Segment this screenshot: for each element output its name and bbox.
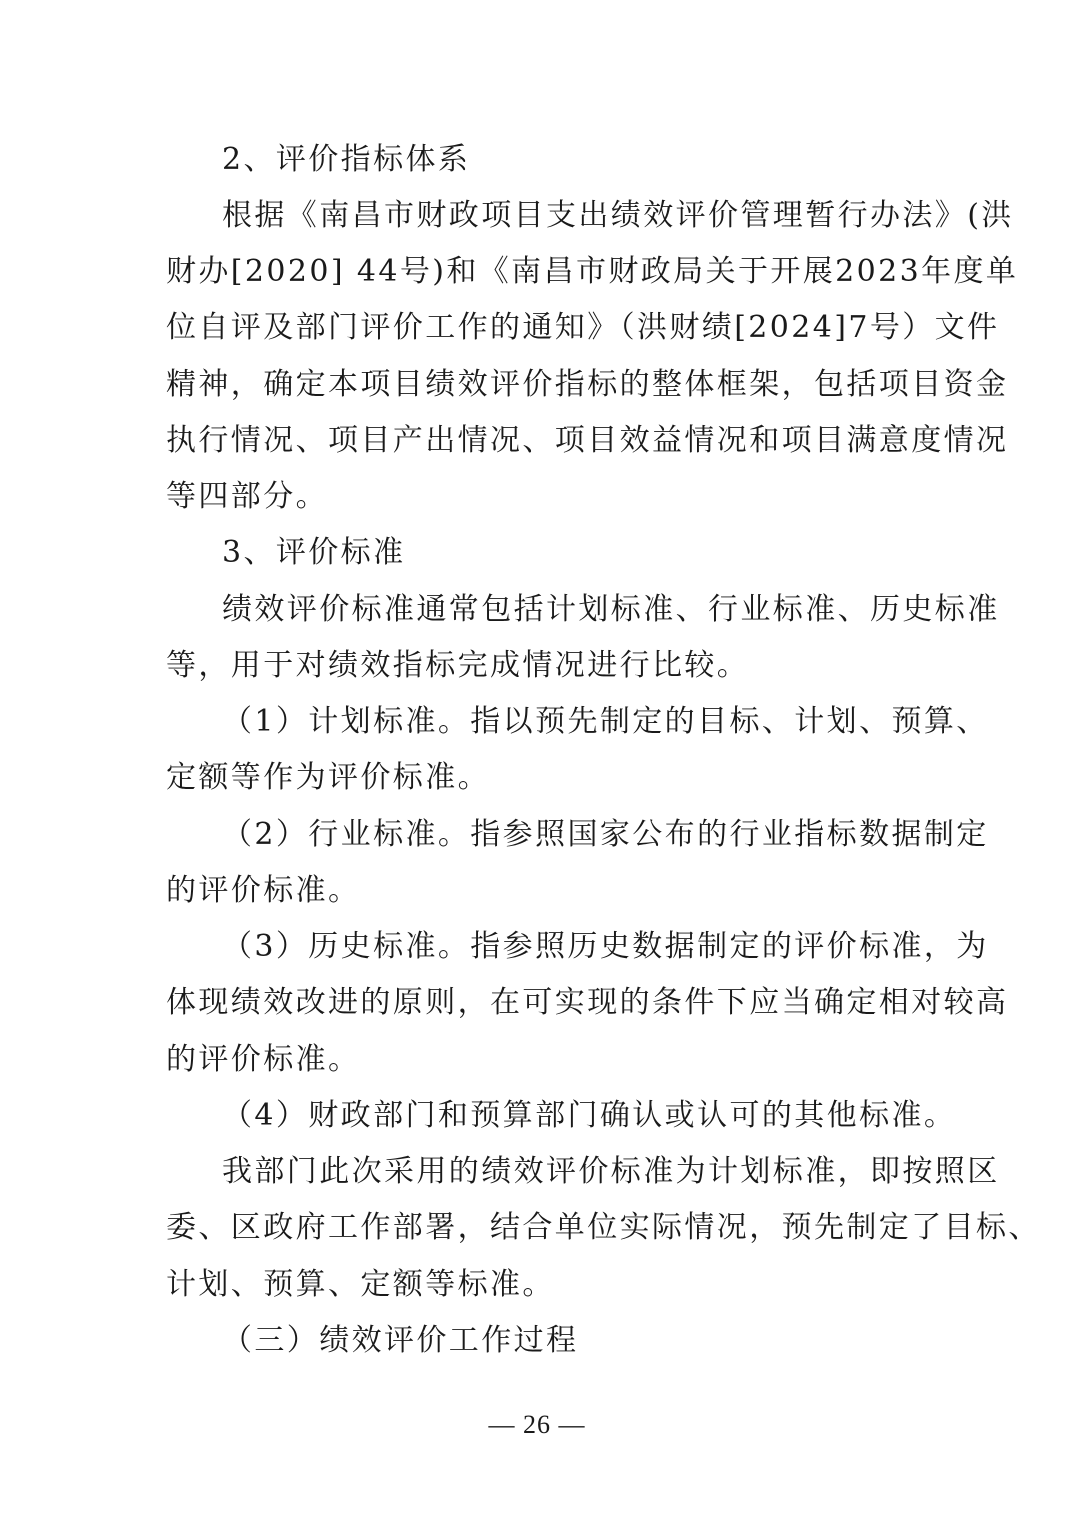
paragraph-line: 定额等作为评价标准。	[166, 760, 490, 795]
section-heading-evaluation-standard: 3、评价标准	[222, 535, 406, 570]
paragraph-line: 等，用于对绩效指标完成情况进行比较。	[166, 648, 750, 683]
list-item-plan-standard: （1）计划标准。指以预先制定的目标、计划、预算、	[222, 704, 989, 739]
paragraph-line: 财办[2020] 44号)和《南昌市财政局关于开展2023年度单	[166, 254, 1019, 289]
paragraph-line: 我部门此次采用的绩效评价标准为计划标准，即按照区	[222, 1154, 1000, 1189]
paragraph-line: 位自评及部门评价工作的通知》（洪财绩[2024]7号）文件	[166, 310, 1000, 345]
paragraph-line: 根据《南昌市财政项目支出绩效评价管理暂行办法》(洪	[222, 198, 1014, 233]
paragraph-line: 绩效评价标准通常包括计划标准、行业标准、历史标准	[222, 592, 1000, 627]
paragraph-line: 体现绩效改进的原则，在可实现的条件下应当确定相对较高	[166, 985, 1009, 1020]
paragraph-line: 的评价标准。	[166, 873, 361, 908]
paragraph-line: 计划、预算、定额等标准。	[166, 1267, 555, 1302]
list-item-history-standard: （3）历史标准。指参照历史数据制定的评价标准，为	[222, 929, 989, 964]
list-item-industry-standard: （2）行业标准。指参照国家公布的行业指标数据制定	[222, 817, 989, 852]
page-number: — 26 —	[488, 1410, 586, 1439]
paragraph-line: 委、区政府工作部署，结合单位实际情况，预先制定了目标、	[166, 1210, 1041, 1245]
section-heading-indicator-system: 2、评价指标体系	[222, 142, 471, 177]
list-item-other-standard: （4）财政部门和预算部门确认或认可的其他标准。	[222, 1098, 957, 1133]
paragraph-line: 等四部分。	[166, 479, 328, 514]
paragraph-line: 精神，确定本项目绩效评价指标的整体框架，包括项目资金	[166, 367, 1009, 402]
section-heading-evaluation-process: （三）绩效评价工作过程	[222, 1323, 579, 1358]
paragraph-line: 的评价标准。	[166, 1042, 361, 1077]
paragraph-line: 执行情况、项目产出情况、项目效益情况和项目满意度情况	[166, 423, 1009, 458]
